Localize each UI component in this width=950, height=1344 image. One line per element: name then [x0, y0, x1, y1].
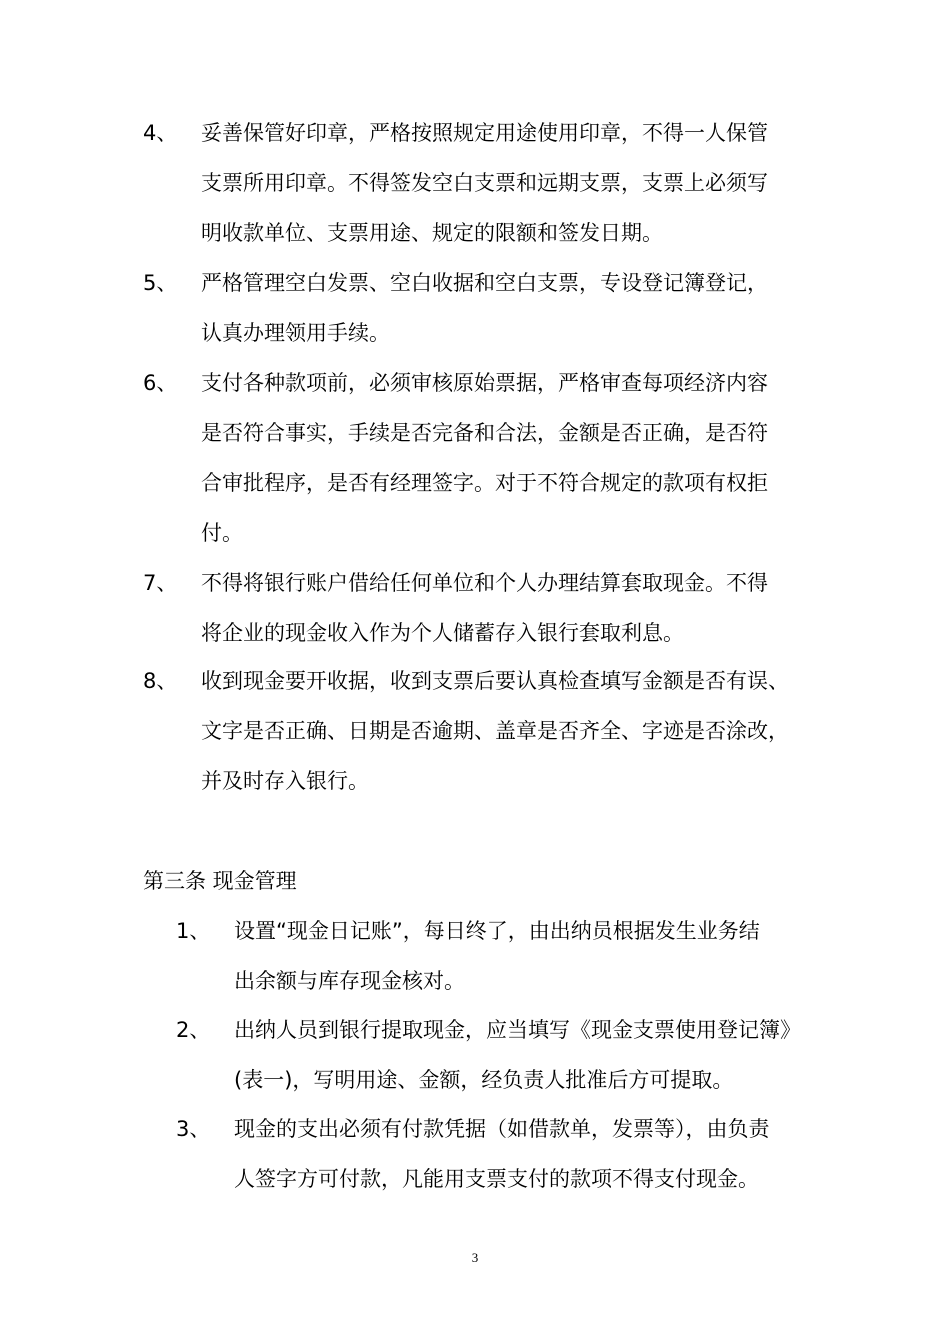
item-text-line: 妥善保管好印章，严格按照规定用途使用印章，不得一人保管	[201, 121, 768, 145]
item-number: 6、	[143, 371, 178, 395]
item-text-line: 人签字方可付款，凡能用支票支付的款项不得支付现金。	[234, 1167, 759, 1191]
page-number: 3	[471, 1250, 479, 1265]
item-number: 1、	[176, 919, 211, 943]
item-number: 4、	[143, 121, 178, 145]
item-text-line: 明收款单位、支票用途、规定的限额和签发日期。	[201, 221, 663, 245]
item-text-line: 支票所用印章。不得签发空白支票和远期支票，支票上必须写	[201, 171, 768, 195]
item-text-line: 是否符合事实，手续是否完备和合法，金额是否正确，是否符	[201, 421, 768, 445]
item-text-line: (表一)，写明用途、金额，经负责人批准后方可提取。	[234, 1068, 734, 1092]
item-number: 2、	[176, 1018, 211, 1042]
item-text-line: 出余额与库存现金核对。	[234, 969, 465, 993]
item-text-line: 并及时存入银行。	[201, 769, 369, 793]
item-text-line: 现金的支出必须有付款凭据（如借款单，发票等），由负责	[234, 1117, 770, 1141]
item-text-line: 将企业的现金收入作为个人储蓄存入银行套取利息。	[201, 621, 684, 645]
item-text-line: 文字是否正确、日期是否逾期、盖章是否齐全、字迹是否涂改，	[201, 719, 789, 743]
item-number: 3、	[176, 1117, 211, 1141]
item-text-line: 不得将银行账户借给任何单位和个人办理结算套取现金。不得	[201, 571, 768, 595]
item-text-line: 合审批程序，是否有经理签字。对于不符合规定的款项有权拒	[201, 471, 768, 495]
item-text-line: 设置“现金日记账”，每日终了，由出纳员根据发生业务结	[234, 919, 760, 943]
item-text-line: 收到现金要开收据，收到支票后要认真检查填写金额是否有误、	[201, 669, 789, 693]
item-number: 8、	[143, 669, 178, 693]
item-text-line: 认真办理领用手续。	[201, 321, 390, 345]
item-text-line: 付。	[201, 521, 243, 545]
item-text-line: 支付各种款项前，必须审核原始票据，严格审查每项经济内容	[201, 371, 768, 395]
item-number: 7、	[143, 571, 178, 595]
item-text-line: 出纳人员到银行提取现金，应当填写《现金支票使用登记簿》	[234, 1018, 801, 1042]
section-title: 第三条 现金管理	[143, 869, 297, 893]
item-text-line: 严格管理空白发票、空白收据和空白支票，专设登记簿登记，	[201, 271, 768, 295]
item-number: 5、	[143, 271, 178, 295]
